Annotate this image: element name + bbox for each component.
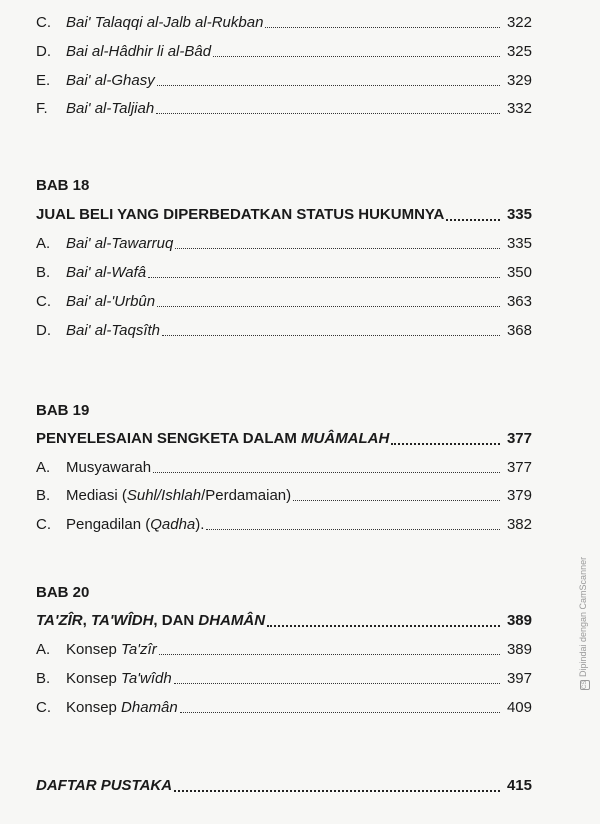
entry-title bbox=[66, 670, 172, 688]
entry-title-tail: ). bbox=[195, 516, 205, 533]
watermark-text: Dipindai dengan CamScanner bbox=[578, 556, 588, 677]
heading-title bbox=[36, 430, 389, 448]
entry-letter: B. bbox=[36, 670, 51, 687]
entry-letter: D. bbox=[36, 322, 51, 339]
leader-dots bbox=[293, 500, 500, 501]
bibliography-entry bbox=[36, 777, 532, 795]
entry-title-italic: Qadha bbox=[150, 516, 196, 533]
entry-title bbox=[66, 487, 291, 505]
entry-letter: A. bbox=[36, 235, 51, 252]
entry-page: 322 bbox=[506, 14, 532, 31]
heading-page: 389 bbox=[506, 612, 532, 629]
entry-page: 329 bbox=[506, 72, 532, 89]
toc-entry bbox=[36, 459, 532, 477]
entry-title: Bai' al-Ghasy bbox=[66, 72, 155, 89]
heading-text: PENYELESAIAN SENGKETA DALAM bbox=[36, 430, 302, 447]
chapter-label: BAB 19 bbox=[36, 402, 90, 419]
entry-letter: C. bbox=[36, 516, 51, 533]
entry-page: 409 bbox=[506, 699, 532, 716]
chapter-heading bbox=[36, 206, 532, 224]
leader-dots bbox=[206, 529, 500, 530]
entry-letter: A. bbox=[36, 641, 51, 658]
leader-dots bbox=[446, 219, 500, 221]
toc-entry bbox=[36, 322, 532, 340]
entry-title: Bai' Talaqqi al-Jalb al-Rukban bbox=[66, 14, 264, 31]
entry-letter: C. bbox=[36, 293, 51, 310]
entry-letter: A. bbox=[36, 459, 51, 476]
entry-page: 389 bbox=[506, 641, 532, 658]
heading-italic-b: TA'WÎDH bbox=[90, 612, 154, 629]
leader-dots bbox=[174, 683, 500, 684]
entry-letter: B. bbox=[36, 264, 51, 281]
entry-title: Musyawarah bbox=[66, 459, 152, 476]
toc-entry bbox=[36, 264, 532, 282]
entry-page: 325 bbox=[506, 43, 532, 60]
toc-entry bbox=[36, 516, 532, 534]
leader-dots bbox=[265, 27, 500, 28]
leader-dots bbox=[157, 85, 500, 86]
leader-dots bbox=[213, 56, 500, 57]
entry-letter: C. bbox=[36, 699, 51, 716]
heading-page: 335 bbox=[506, 206, 532, 223]
chapter-label: BAB 20 bbox=[36, 584, 90, 601]
entry-title: Bai' al-Wafâ bbox=[66, 264, 147, 281]
entry-title-tail: /Perdamaian) bbox=[201, 487, 292, 504]
entry-title: Bai al-Hâdhir li al-Bâd bbox=[66, 43, 212, 60]
entry-title-text: Konsep bbox=[66, 670, 122, 687]
leader-dots bbox=[180, 712, 500, 713]
heading-sep-1: , bbox=[82, 612, 91, 629]
heading-page: 377 bbox=[506, 430, 532, 447]
entry-page: 368 bbox=[506, 322, 532, 339]
entry-title: Bai' al-Taqsîth bbox=[66, 322, 161, 339]
entry-title-italic: Suhl/Ishlah bbox=[126, 487, 202, 504]
scanner-watermark bbox=[578, 557, 590, 690]
heading-title: JUAL BELI YANG DIPERBEDATKAN STATUS HUKUMNYA bbox=[36, 206, 445, 223]
toc-entry bbox=[36, 14, 532, 32]
chapter-label: BAB 18 bbox=[36, 177, 90, 194]
entry-page: 363 bbox=[506, 293, 532, 310]
entry-title: Bai' al-Taljiah bbox=[66, 100, 155, 117]
toc-entry bbox=[36, 43, 532, 61]
camscanner-logo-icon: CS bbox=[582, 680, 588, 689]
leader-dots bbox=[267, 625, 500, 627]
entry-title-text: Pengadilan ( bbox=[66, 516, 151, 533]
leader-dots bbox=[157, 306, 500, 307]
toc-entry bbox=[36, 641, 532, 659]
entry-title-text: Konsep bbox=[66, 699, 122, 716]
entry-title-text: Mediasi ( bbox=[66, 487, 127, 504]
entry-letter: D. bbox=[36, 43, 51, 60]
leader-dots bbox=[153, 472, 500, 473]
entry-page: 382 bbox=[506, 516, 532, 533]
leader-dots bbox=[391, 443, 500, 445]
bibliography-page: 415 bbox=[506, 777, 532, 794]
entry-letter: C. bbox=[36, 14, 51, 31]
chapter-heading bbox=[36, 430, 532, 448]
toc-entry bbox=[36, 100, 532, 118]
entry-title bbox=[66, 516, 204, 534]
entry-page: 335 bbox=[506, 235, 532, 252]
toc-entry bbox=[36, 670, 532, 688]
toc-entry bbox=[36, 487, 532, 505]
entry-title bbox=[66, 699, 178, 717]
toc-entry bbox=[36, 235, 532, 253]
leader-dots bbox=[156, 113, 500, 114]
entry-title bbox=[66, 641, 157, 659]
heading-sep-2: , DAN bbox=[153, 612, 199, 629]
bibliography-title: DAFTAR PUSTAKA bbox=[36, 777, 173, 794]
entry-letter: B. bbox=[36, 487, 51, 504]
entry-title-italic: Dhamân bbox=[121, 699, 178, 716]
entry-title-italic: Ta'zîr bbox=[121, 641, 157, 658]
leader-dots bbox=[175, 248, 500, 249]
entry-page: 397 bbox=[506, 670, 532, 687]
heading-title bbox=[36, 612, 265, 630]
entry-title-text: Konsep bbox=[66, 641, 122, 658]
toc-entry bbox=[36, 72, 532, 90]
heading-italic-a: TA'ZÎR bbox=[36, 612, 83, 629]
leader-dots bbox=[148, 277, 500, 278]
heading-italic-text: MUÂMALAH bbox=[301, 430, 390, 447]
entry-letter: F. bbox=[36, 100, 48, 117]
toc-entry bbox=[36, 699, 532, 717]
entry-page: 332 bbox=[506, 100, 532, 117]
toc-entry bbox=[36, 293, 532, 311]
entry-title-italic: Ta'wîdh bbox=[121, 670, 172, 687]
entry-title: Bai' al-'Urbûn bbox=[66, 293, 156, 310]
leader-dots bbox=[162, 335, 500, 336]
entry-letter: E. bbox=[36, 72, 51, 89]
heading-italic-c: DHAMÂN bbox=[198, 612, 266, 629]
entry-title: Bai' al-Tawarruq bbox=[66, 235, 174, 252]
entry-page: 379 bbox=[506, 487, 532, 504]
entry-page: 377 bbox=[506, 459, 532, 476]
leader-dots bbox=[174, 790, 500, 792]
leader-dots bbox=[159, 654, 500, 655]
entry-page: 350 bbox=[506, 264, 532, 281]
chapter-heading bbox=[36, 612, 532, 630]
